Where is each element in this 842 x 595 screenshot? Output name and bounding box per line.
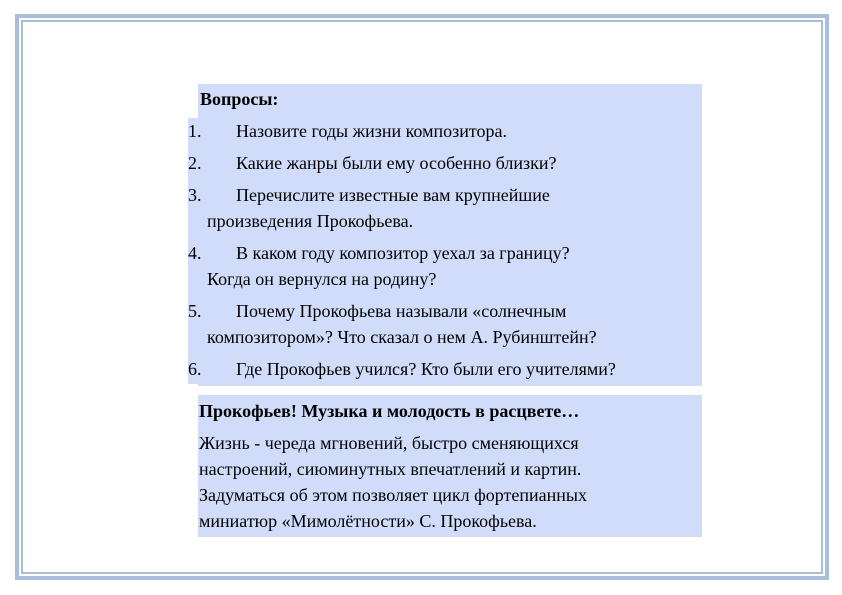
question-3-text: Перечислите известные вам крупнейшие — [236, 185, 550, 205]
question-4-text-cont: Когда он вернулся на родину? — [207, 269, 437, 289]
question-4-text: В каком году композитор уехал за границу? — [236, 243, 570, 263]
question-6-number: 6. — [188, 359, 202, 379]
question-5-text: Почему Прокофьева называли «солнечным — [236, 301, 567, 321]
question-6-text: Где Прокофьев учился? Кто были его учителями? — [236, 359, 616, 379]
question-1-number: 1. — [188, 121, 202, 141]
prokofiev-text-line-4: миниатюр «Мимолётности» С. Прокофьева. — [199, 511, 537, 531]
question-5-text-cont: композитором»? Что сказал о нем А. Рубинштейн? — [207, 327, 597, 347]
question-1-text: Назовите годы жизни композитора. — [236, 121, 507, 141]
question-5-number: 5. — [188, 301, 202, 321]
question-2-number: 2. — [188, 153, 202, 173]
question-4-number: 4. — [188, 243, 202, 263]
prokofiev-text-line-1: Жизнь - череда мгновений, быстро сменяющихся — [199, 433, 579, 453]
question-3-text-cont: произведения Прокофьева. — [207, 211, 414, 231]
prokofiev-text-line-3: Задуматься об этом позволяет цикл фортепианных — [199, 485, 588, 505]
prokofiev-heading: Прокофьев! Музыка и молодость в расцвете… — [199, 401, 580, 421]
question-3-number: 3. — [188, 185, 202, 205]
prokofiev-text-line-2: настроений, сиюминутных впечатлений и картин. — [199, 459, 582, 479]
questions-heading: Вопросы: — [200, 89, 279, 109]
question-2-text: Какие жанры были ему особенно близки? — [236, 153, 557, 173]
